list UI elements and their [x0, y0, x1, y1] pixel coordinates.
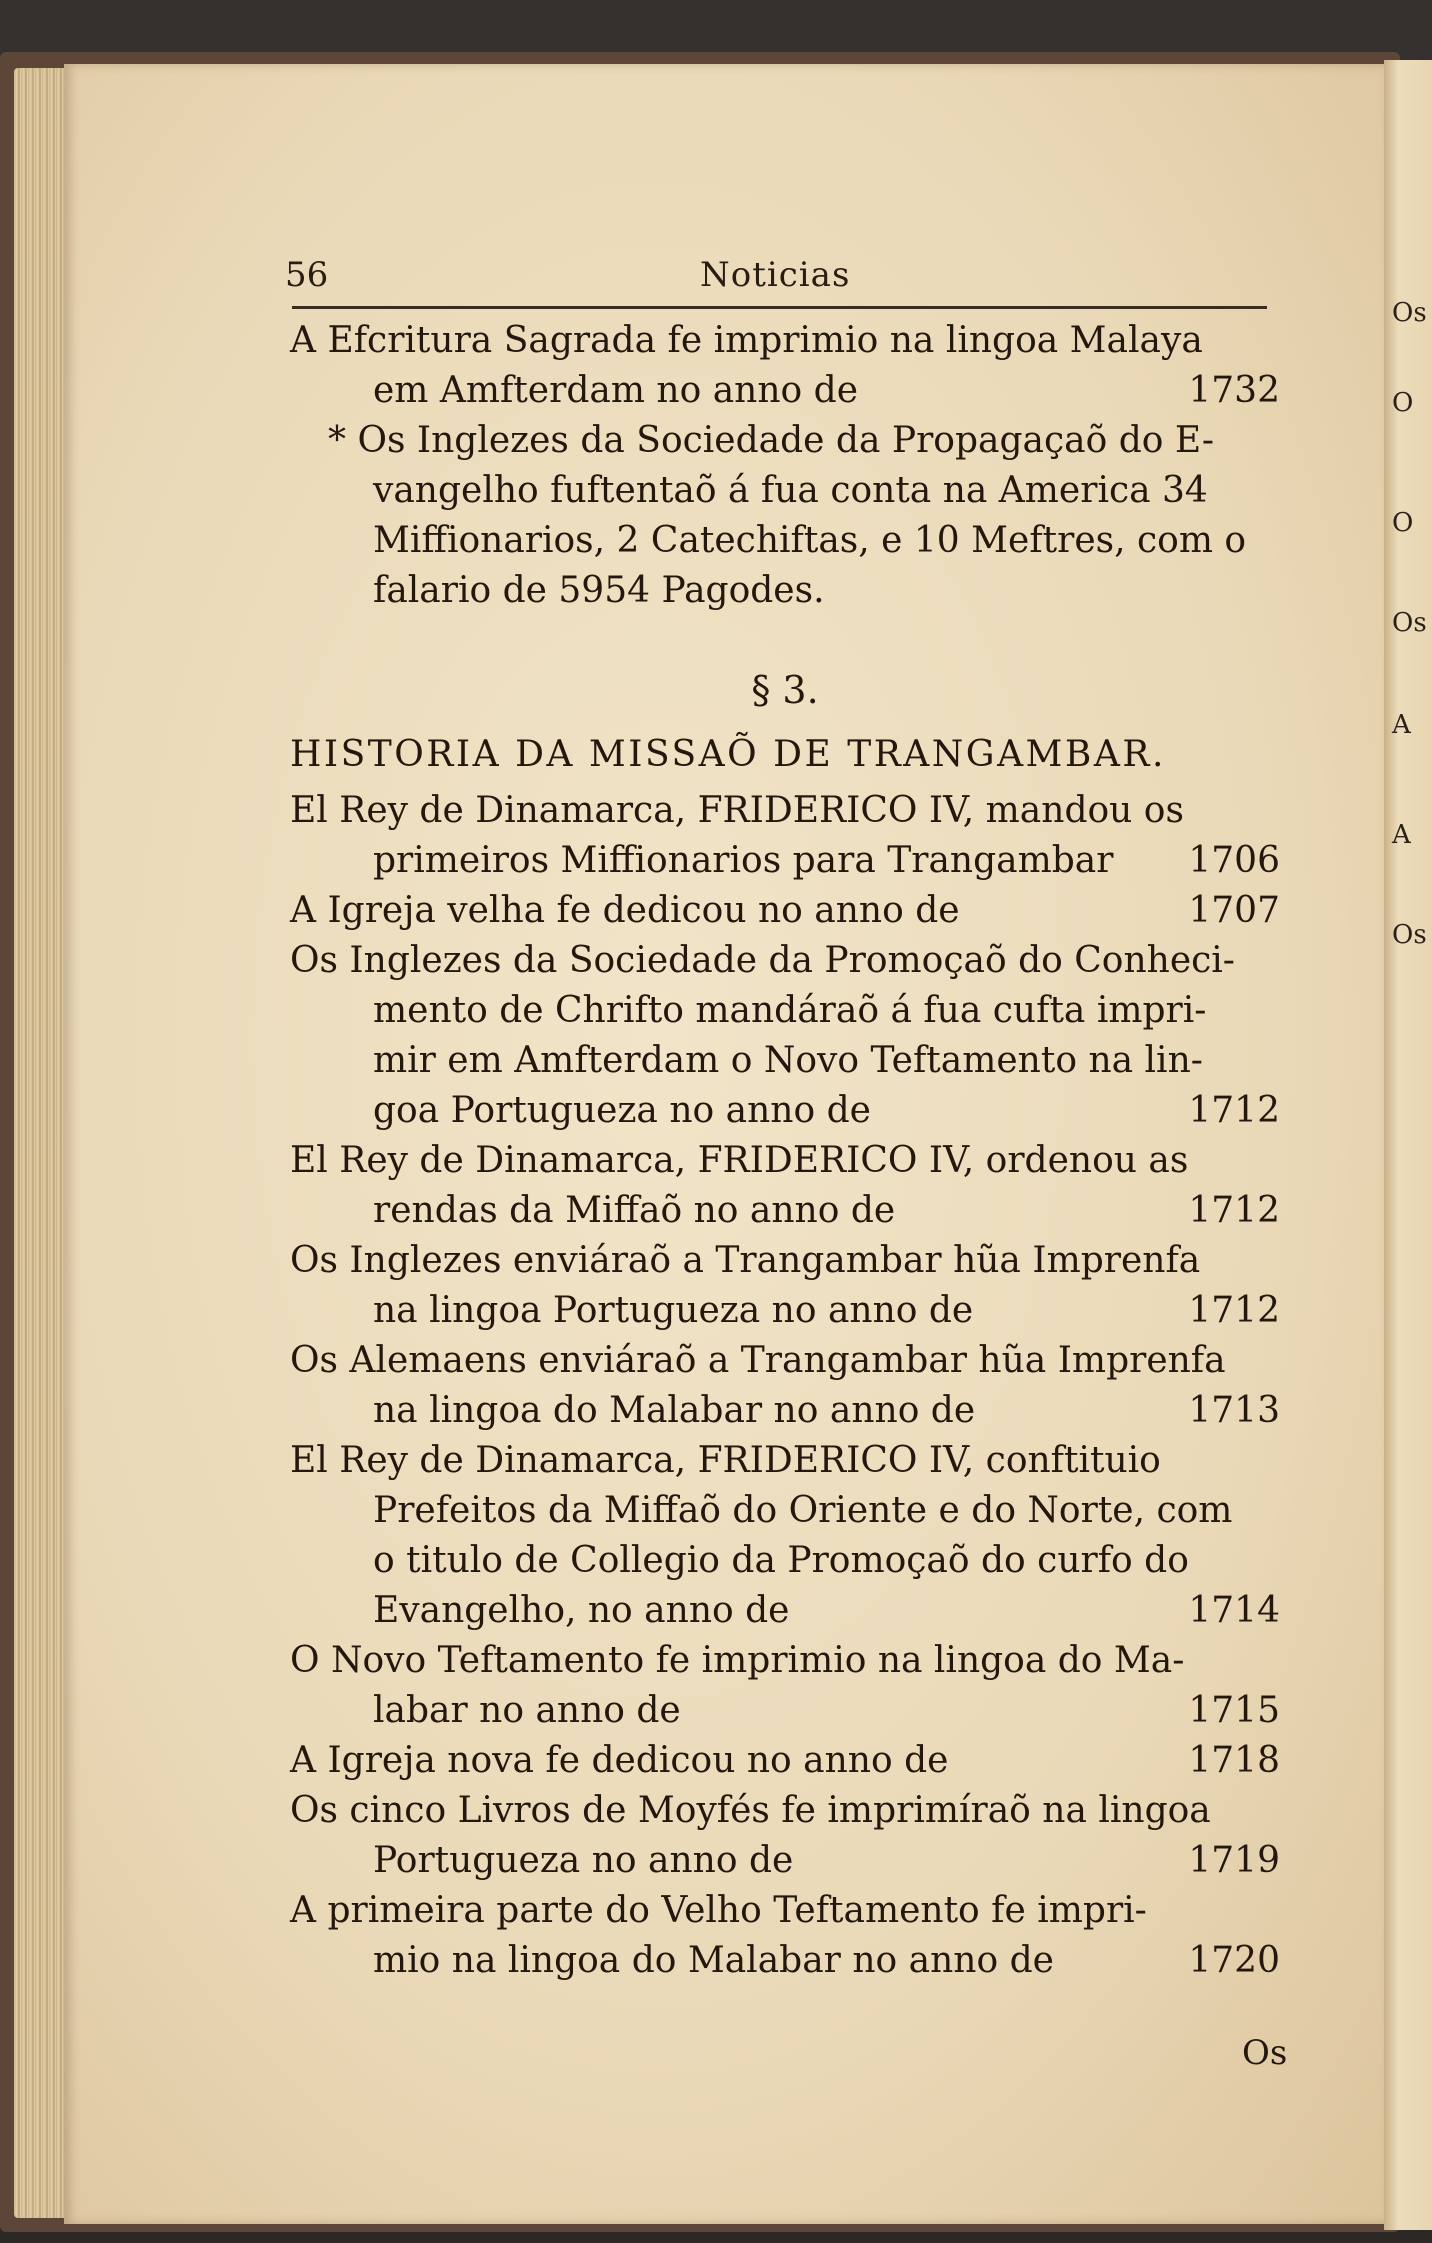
adjacent-letter: Os [1392, 298, 1427, 328]
entry [290, 1336, 1280, 1436]
entry-line: Evangelho, no anno de [373, 1590, 790, 1631]
page-number: 56 [285, 255, 329, 295]
entry-line: A Igreja velha fe dedicou no anno de [290, 890, 960, 931]
entry [290, 936, 1280, 1136]
entry-line: mir em Amfterdam o Novo Teftamento na lin- [373, 1040, 1203, 1081]
entry-line: El Rey de Dinamarca, FRIDERICO IV, ordenou as [290, 1140, 1189, 1181]
running-title: Noticias [700, 255, 851, 295]
adjacent-letter: A [1392, 820, 1411, 850]
entry-line: o titulo de Collegio da Promoçaõ do curfo do [373, 1540, 1189, 1581]
entry-year: 1713 [1188, 1390, 1280, 1431]
entry-line: na lingoa Portugueza no anno de [373, 1290, 974, 1331]
header-rule [292, 306, 1267, 309]
entry-year: 1732 [1188, 370, 1280, 411]
adjacent-letter: A [1392, 710, 1411, 740]
entry [290, 1136, 1280, 1236]
entry-line: Miffionarios, 2 Catechiftas, e 10 Meftres, com o [373, 520, 1247, 561]
entry [290, 886, 1280, 936]
entry-line: vangelho fuftentaõ á fua conta na America 34 [373, 470, 1208, 511]
entry-year: 1714 [1188, 1590, 1280, 1631]
entry-line: El Rey de Dinamarca, FRIDERICO IV, mandou os [290, 790, 1184, 831]
entry-year: 1718 [1188, 1740, 1280, 1781]
entry [290, 1436, 1280, 1636]
entry-line: A Igreja nova fe dedicou no anno de [290, 1740, 949, 1781]
entry-line: primeiros Miffionarios para Trangambar [373, 840, 1114, 881]
running-head [285, 255, 1270, 295]
entry-line: Os Alemaens enviáraõ a Trangambar hũa Imprenfa [290, 1340, 1226, 1381]
adjacent-page-strip [1384, 60, 1432, 2230]
entry-line: rendas da Miffaõ no anno de [373, 1190, 896, 1231]
entry-line: O Novo Teftamento fe imprimio na lingoa do Ma- [290, 1640, 1185, 1681]
entry-line: goa Portugueza no anno de [373, 1090, 871, 1131]
entry-year: 1712 [1188, 1090, 1280, 1131]
entry-year: 1720 [1188, 1940, 1280, 1981]
entry [290, 1886, 1280, 1986]
entry-line: * Os Inglezes da Sociedade da Propagaçaõ do E- [328, 420, 1214, 461]
adjacent-letter: Os [1392, 920, 1427, 950]
entry-year: 1712 [1188, 1190, 1280, 1231]
top-entries [290, 316, 1280, 616]
section-heading: HISTORIA DA MISSAÕ DE TRANGAMBAR. [290, 734, 1166, 775]
entry [290, 416, 1280, 616]
mission-entries [290, 786, 1280, 1986]
entry-year: 1715 [1188, 1690, 1280, 1731]
entry-line: El Rey de Dinamarca, FRIDERICO IV, conftituio [290, 1440, 1161, 1481]
entry-line: mio na lingoa do Malabar no anno de [373, 1940, 1054, 1981]
adjacent-letter: Os [1392, 608, 1427, 638]
entry-line: A Efcritura Sagrada fe imprimio na lingoa Malaya [290, 320, 1203, 361]
entry-line: falario de 5954 Pagodes. [373, 570, 825, 611]
entry-line: Portugueza no anno de [373, 1840, 794, 1881]
entry-line: em Amfterdam no anno de [373, 370, 859, 411]
entry [290, 1736, 1280, 1786]
entry-year: 1712 [1188, 1290, 1280, 1331]
entry-line: labar no anno de [373, 1690, 681, 1731]
section-mark: § 3. [751, 668, 819, 712]
entry-line: Os Inglezes enviáraõ a Trangambar hũa Imprenfa [290, 1240, 1201, 1281]
entry-line: A primeira parte do Velho Teftamento fe impri- [290, 1890, 1147, 1931]
entry-year: 1707 [1188, 890, 1280, 931]
catchword: Os [1242, 2033, 1288, 2073]
adjacent-letter: O [1392, 508, 1414, 538]
entry [290, 786, 1280, 886]
adjacent-letter: O [1392, 388, 1414, 418]
entry [290, 1786, 1280, 1886]
entry [290, 316, 1280, 416]
entry-line: na lingoa do Malabar no anno de [373, 1390, 976, 1431]
entry-line: Prefeitos da Miffaõ do Oriente e do Norte, com [373, 1490, 1233, 1531]
entry-line: mento de Chrifto mandáraõ á fua cufta impri- [373, 990, 1207, 1031]
entry [290, 1636, 1280, 1736]
entry-line: Os cinco Livros de Moyfés fe imprimíraõ na lingoa [290, 1790, 1211, 1831]
entry-year: 1706 [1188, 840, 1280, 881]
entry-year: 1719 [1188, 1840, 1280, 1881]
entry [290, 1236, 1280, 1336]
entry-line: Os Inglezes da Sociedade da Promoçaõ do Conheci- [290, 940, 1235, 981]
section [290, 660, 1280, 790]
